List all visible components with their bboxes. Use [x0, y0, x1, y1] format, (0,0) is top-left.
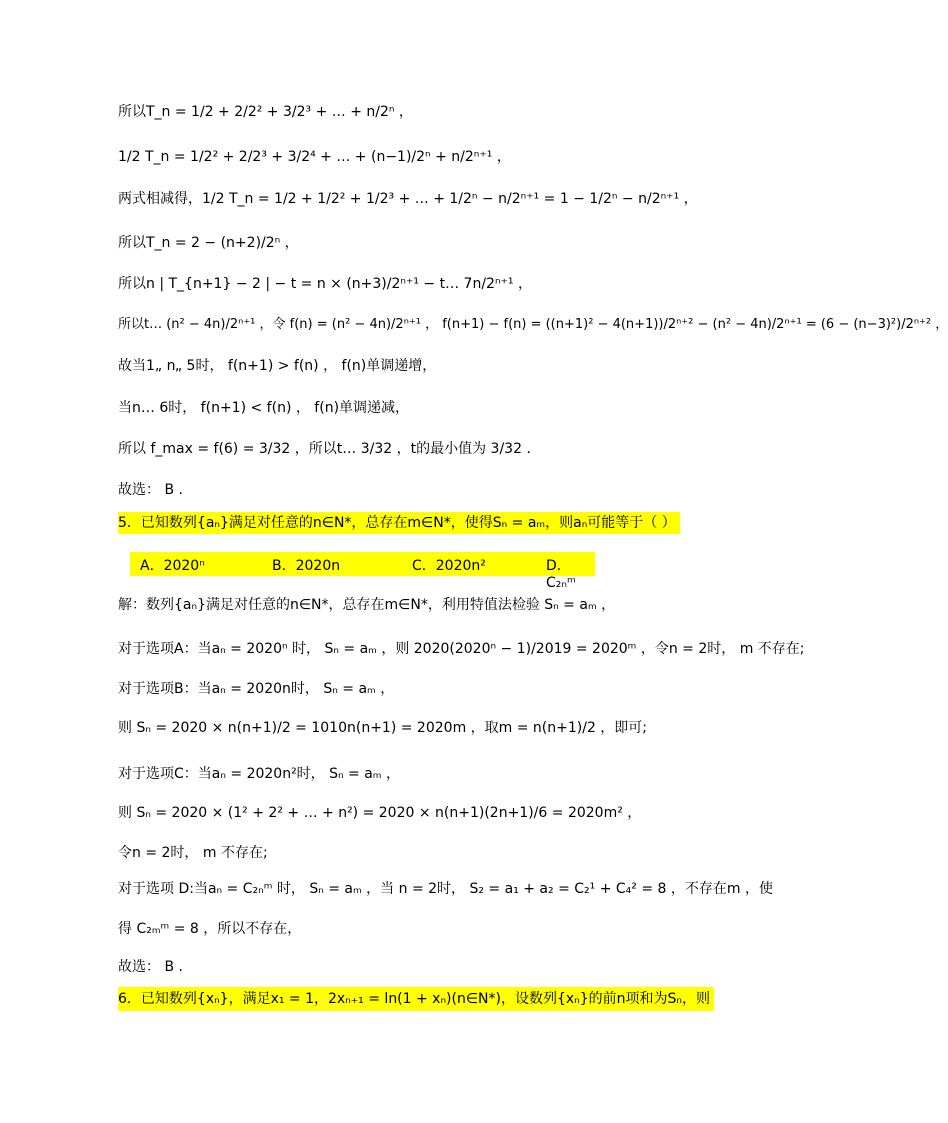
line-6: 所以t… (n² − 4n)/2ⁿ⁺¹ ，令 f(n) = (n² − 4n)/2ⁿ⁺¹ ， f(n+1) − f(n) = ((n+1)² − 4(n+1))/2ⁿ⁺² − (n² − 4n)/2ⁿ⁺¹ = (6 − (n−3)²)/2ⁿ⁺² ， — [118, 317, 948, 332]
option-c: C．2020n² — [412, 558, 486, 574]
solution-line-7: 令n = 2时， m 不存在; — [118, 845, 268, 861]
solution-line-2: 对于选项A：当aₙ = 2020ⁿ 时， Sₙ = aₘ ，则 2020(2020ⁿ − 1)/2019 = 2020ᵐ ，令n = 2时， m 不存在; — [118, 641, 805, 657]
solution-line-4: 则 Sₙ = 2020 × n(n+1)/2 = 1010n(n+1) = 2020m ，取m = n(n+1)/2 ，即可; — [118, 720, 648, 736]
option-d: D．C₂ₙᵐ — [546, 558, 576, 591]
solution-line-10: 故选： B . — [118, 959, 183, 975]
line-10: 故选： B . — [118, 482, 183, 498]
line-2: 1/2 T_n = 1/2² + 2/2³ + 3/2⁴ + … + (n−1)/2ⁿ + n/2ⁿ⁺¹ ， — [118, 149, 511, 165]
option-a: A．2020ⁿ — [140, 558, 205, 574]
line-5: 所以n | T_{n+1} − 2 | − t = n × (n+3)/2ⁿ⁺¹ − t… 7n/2ⁿ⁺¹ ， — [118, 276, 532, 292]
solution-line-9: 得 C₂ₘᵐ = 8 ，所以不存在， — [118, 921, 302, 937]
solution-line-6: 则 Sₙ = 2020 × (1² + 2² + … + n²) = 2020 × n(n+1)(2n+1)/6 = 2020m² ， — [118, 805, 642, 821]
line-3: 两式相减得，1/2 T_n = 1/2 + 1/2² + 1/2³ + … + 1/2ⁿ − n/2ⁿ⁺¹ = 1 − 1/2ⁿ − n/2ⁿ⁺¹ ， — [118, 191, 698, 207]
solution-line-5: 对于选项C：当aₙ = 2020n²时， Sₙ = aₘ ， — [118, 766, 400, 782]
line-9: 所以 f_max = f(6) = 3/32 ，所以t… 3/32 ，t的最小值为 3/32 . — [118, 441, 531, 457]
line-4: 所以T_n = 2 − (n+2)/2ⁿ ， — [118, 235, 299, 251]
line-7: 故当1„ n„ 5时， f(n+1) > f(n) ， f(n)单调递增， — [118, 358, 437, 374]
question-5-stem: 5．已知数列{aₙ}满足对任意的n∈N*，总存在m∈N*，使得Sₙ = aₘ，则aₙ可能等于（ ） — [118, 512, 680, 534]
line-1: 所以T_n = 1/2 + 2/2² + 3/2³ + … + n/2ⁿ ， — [118, 104, 413, 120]
line-8: 当n… 6时， f(n+1) < f(n) ， f(n)单调递减， — [118, 400, 410, 416]
option-b: B．2020n — [272, 558, 341, 574]
question-5-options — [130, 552, 595, 591]
solution-line-1: 解：数列{aₙ}满足对任意的n∈N*，总存在m∈N*，利用特值法检验 Sₙ = aₘ ， — [118, 597, 616, 613]
solution-line-3: 对于选项B：当aₙ = 2020n时， Sₙ = aₘ ， — [118, 681, 395, 697]
question-6-stem: 6．已知数列{xₙ}，满足x₁ = 1，2xₙ₊₁ = ln(1 + xₙ)(n∈N*)，设数列{xₙ}的前n项和为Sₙ，则 — [118, 987, 714, 1011]
solution-line-8: 对于选项 D:当aₙ = C₂ₙᵐ 时， Sₙ = aₘ ，当 n = 2时， S₂ = a₁ + a₂ = C₂¹ + C₄² = 8 ，不存在m ，使 — [118, 881, 773, 897]
